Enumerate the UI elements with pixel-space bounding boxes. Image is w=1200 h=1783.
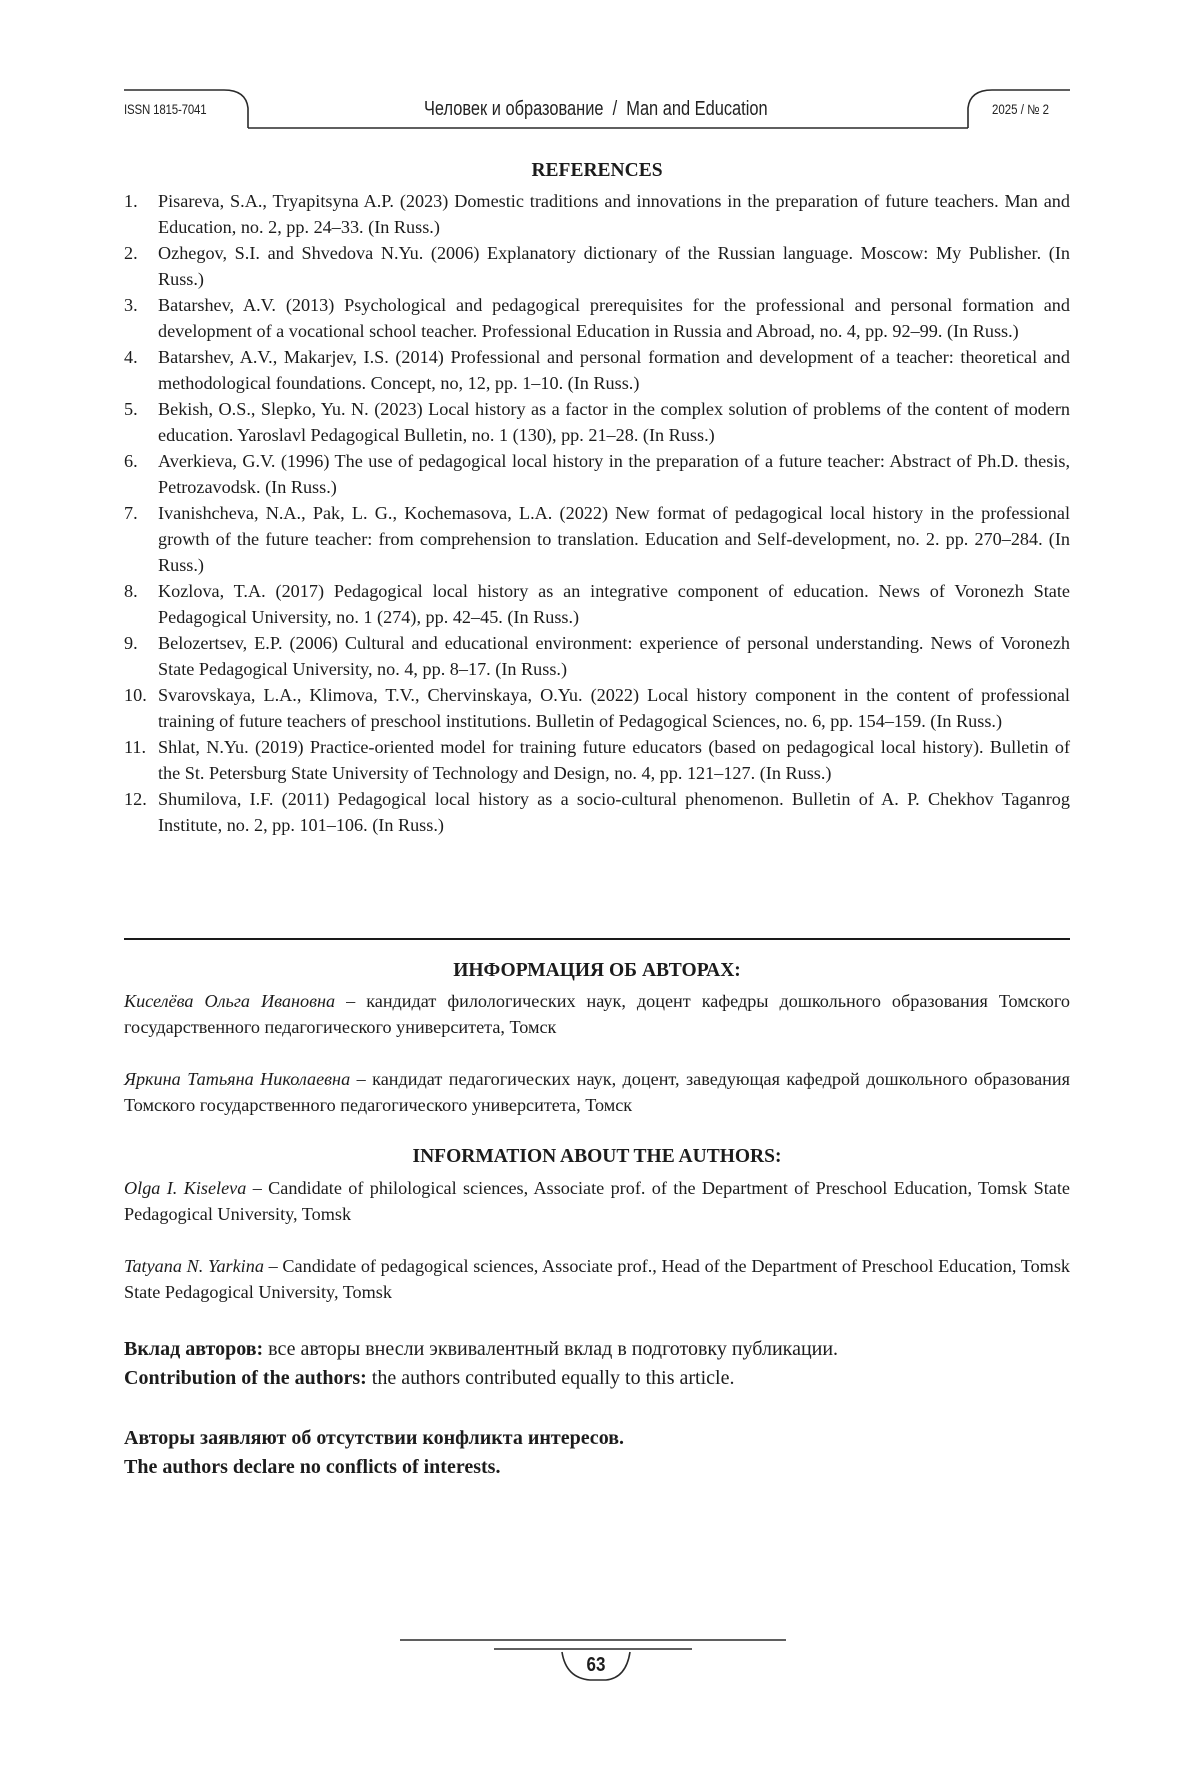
reference-text: Averkieva, G.V. (1996) The use of pedagogical local history in the preparation of a future teacher: Abstract of Ph.D. thesis, Petrozavodsk. (In Russ.) (158, 451, 1070, 497)
reference-text: Bekish, O.S., Slepko, Yu. N. (2023) Local history as a factor in the complex solution of problems of the content of modern education. Yaroslavl Pedagogical Bulletin, no. 1 (130), pp. 21–28. (In Russ.) (158, 399, 1070, 445)
contribution-en-text: the authors contributed equally to this article. (366, 1367, 735, 1389)
issue-number: 2025 / № 2 (992, 102, 1049, 117)
reference-text: Pisareva, S.A., Tryapitsyna A.P. (2023) Domestic traditions and innovations in the preparation of future teachers. Man and Education, no. 2, pp. 24–33. (In Russ.) (158, 191, 1070, 237)
reference-text: Svarovskaya, L.A., Klimova, T.V., Chervinskaya, O.Yu. (2022) Local history component in the content of professional training of future teachers of preschool institutions. Bulletin of Pedagogical Sciences, no. 6, pp. 154–159. (In Russ.) (158, 685, 1070, 731)
conflict-ru: Авторы заявляют об отсутствии конфликта интересов. (124, 1427, 624, 1449)
reference-number: 10. (124, 685, 147, 705)
conflict-en: The authors declare no conflicts of interests. (124, 1456, 501, 1478)
author-name: Olga I. Kiseleva (124, 1178, 247, 1198)
reference-text: Batarshev, A.V. (2013) Psychological and pedagogical prerequisites for the professional and personal formation and development of a vocational school teacher. Professional Education in Russia and Abroad, no. 4, pp. 92–99. (In Russ.) (158, 295, 1070, 341)
reference-number: 11. (124, 737, 147, 757)
contribution-ru-text: все авторы внесли эквивалентный вклад в подготовку публикации. (263, 1338, 839, 1360)
author-name: Киселёва Ольга Ивановна (124, 991, 336, 1011)
contribution-en-label: Contribution of the authors: (124, 1367, 367, 1389)
reference-number: 9. (124, 633, 138, 653)
reference-number: 6. (124, 451, 138, 471)
reference-number: 7. (124, 503, 138, 523)
reference-number: 8. (124, 581, 138, 601)
reference-text: Belozertsev, E.P. (2006) Cultural and educational environment: experience of personal understanding. News of Voronezh State Pedagogical University, no. 4, pp. 8–17. (In Russ.) (158, 633, 1070, 679)
page-number: 63 (586, 1654, 606, 1676)
reference-number: 5. (124, 399, 138, 419)
reference-text: Kozlova, T.A. (2017) Pedagogical local history as an integrative component of education. News of Voronezh State Pedagogical University, no. 1 (274), pp. 42–45. (In Russ.) (158, 581, 1070, 627)
reference-number: 2. (124, 243, 138, 263)
contribution-ru-label: Вклад авторов: (124, 1338, 264, 1360)
author-description: – Candidate of philological sciences, Associate prof. of the Department of Preschool Education, Tomsk State Pedagogical University, Tomsk (124, 1178, 1071, 1224)
author-description: – кандидат педагогических наук, доцент, заведующая кафедрой дошкольного образования Томского государственного педагогического университета, Томск (124, 1069, 1071, 1115)
reference-number: 12. (124, 789, 147, 809)
authors-ru-heading: ИНФОРМАЦИЯ ОБ АВТОРАХ: (453, 960, 741, 981)
reference-number: 4. (124, 347, 138, 367)
author-name: Яркина Татьяна Николаевна (124, 1069, 351, 1089)
reference-number: 1. (124, 191, 138, 211)
references-heading: REFERENCES (531, 160, 663, 181)
reference-number: 3. (124, 295, 138, 315)
reference-text: Batarshev, A.V., Makarjev, I.S. (2014) Professional and personal formation and development of a teacher: theoretical and methodological foundations. Concept, no, 12, pp. 1–10. (In Russ.) (158, 347, 1070, 393)
issn-label: ISSN 1815-7041 (124, 102, 207, 117)
author-description: – кандидат филологических наук, доцент кафедры дошкольного образования Томского государственного педагогического университета, Томск (124, 991, 1070, 1037)
authors-en-heading: INFORMATION ABOUT THE AUTHORS: (412, 1146, 782, 1167)
reference-text: Ozhegov, S.I. and Shvedova N.Yu. (2006) Explanatory dictionary of the Russian language. Moscow: My Publisher. (In Russ.) (158, 243, 1070, 289)
author-name: Tatyana N. Yarkina (124, 1256, 264, 1276)
journal-title: Человек и образование / Man and Education (424, 98, 768, 120)
reference-text: Ivanishcheva, N.A., Pak, L. G., Kochemasova, L.A. (2022) New format of pedagogical local history in the professional growth of the future teacher: from comprehension to translation. Education and Self-development, no. 2. pp. 270–284. (In Russ.) (158, 503, 1070, 575)
reference-text: Shumilova, I.F. (2011) Pedagogical local history as a socio-cultural phenomenon. Bulletin of A. P. Chekhov Taganrog Institute, no. 2, pp. 101–106. (In Russ.) (158, 789, 1070, 835)
reference-text: Shlat, N.Yu. (2019) Practice-oriented model for training future educators (based on pedagogical local history). Bulletin of the St. Petersburg State University of Technology and Design, no. 4, pp. 121–127. (In Russ.) (158, 737, 1070, 783)
author-description: – Candidate of pedagogical sciences, Associate prof., Head of the Department of Preschool Education, Tomsk State Pedagogical University, Tomsk (124, 1256, 1070, 1302)
